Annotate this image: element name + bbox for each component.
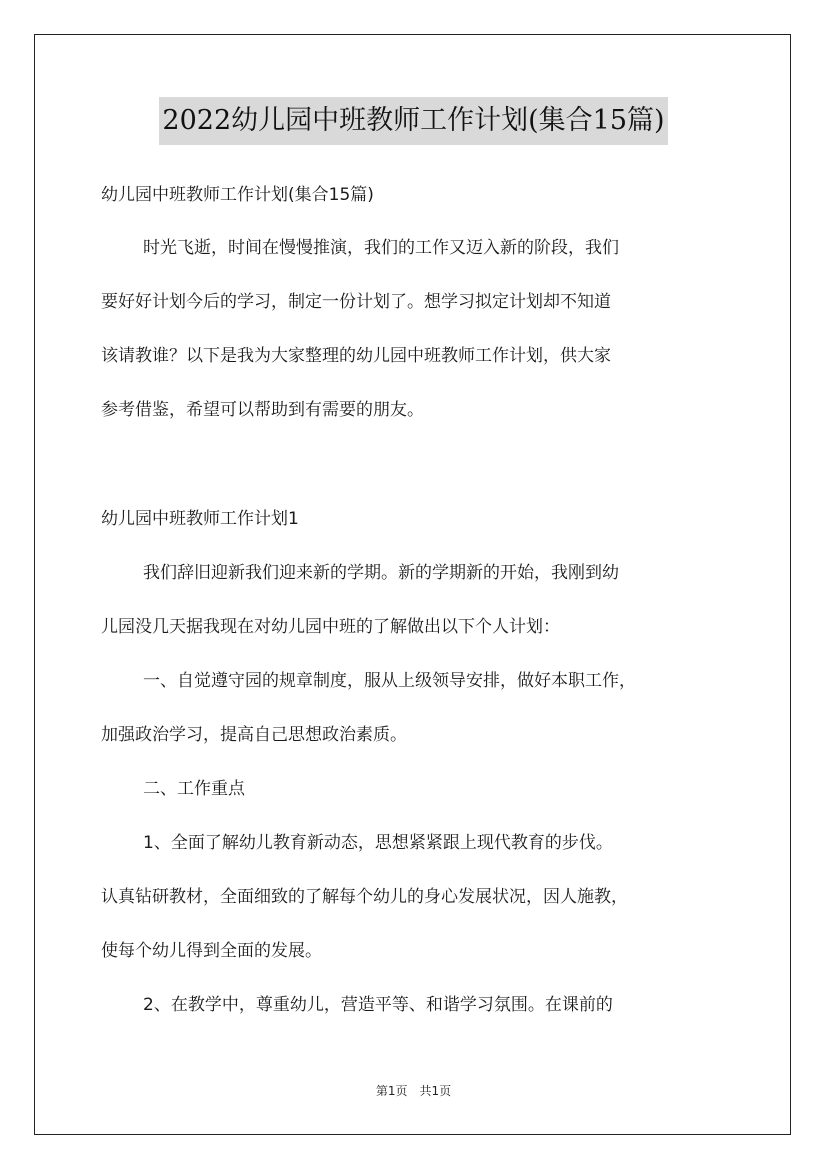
title-container (0, 97, 827, 145)
intro-line: 时光飞逝，时间在慢慢推演，我们的工作又迈入新的阶段，我们 (143, 238, 619, 258)
body-line: 认真钻研教材，全面细致的了解每个幼儿的身心发展状况，因人施教， (101, 887, 628, 907)
body-line: 儿园没几天据我现在对幼儿园中班的了解做出以下个人计划： (101, 617, 560, 637)
body-line: 使每个幼儿得到全面的发展。 (101, 941, 322, 961)
document-title: 2022幼儿园中班教师工作计划(集合15篇) (159, 97, 667, 145)
body-line: 我们辞旧迎新我们迎来新的学期。新的学期新的开始，我刚到幼 (143, 563, 619, 583)
page-number: 第1页 (375, 1084, 408, 1098)
body-line: 2、在教学中，尊重幼儿，营造平等、和谐学习氛围。在课前的 (143, 995, 613, 1015)
intro-line: 要好好计划今后的学习，制定一份计划了。想学习拟定计划却不知道 (101, 292, 611, 312)
body-line: 加强政治学习，提高自己思想政治素质。 (101, 725, 407, 745)
section-heading: 幼儿园中班教师工作计划1 (101, 509, 299, 529)
page-total: 共1页 (419, 1084, 452, 1098)
page-footer (0, 1082, 827, 1100)
body-line: 1、全面了解幼儿教育新动态，思想紧紧跟上现代教育的步伐。 (143, 833, 613, 853)
intro-line: 参考借鉴，希望可以帮助到有需要的朋友。 (101, 400, 424, 420)
intro-line: 该请教谁？以下是我为大家整理的幼儿园中班教师工作计划，供大家 (101, 346, 611, 366)
body-line: 一、自觉遵守园的规章制度，服从上级领导安排，做好本职工作， (143, 671, 636, 691)
body-line: 二、工作重点 (143, 779, 245, 799)
document-subtitle: 幼儿园中班教师工作计划(集合15篇) (101, 185, 374, 205)
